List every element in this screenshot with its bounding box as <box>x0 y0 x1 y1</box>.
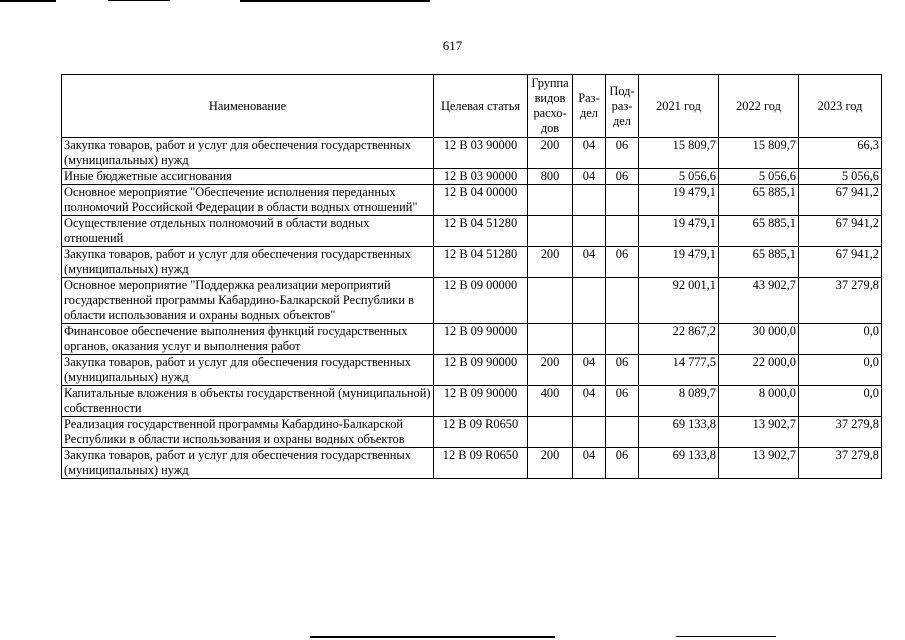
cell-subsection <box>606 324 639 355</box>
cell-target: 12 В 04 51280 <box>434 247 528 278</box>
cell-group <box>528 185 573 216</box>
cell-section <box>573 216 606 247</box>
table-row <box>62 355 882 386</box>
cell-2023: 67 941,2 <box>799 185 882 216</box>
page-number: 617 <box>442 38 463 53</box>
cell-2022: 65 885,1 <box>719 247 799 278</box>
cell-section: 04 <box>573 169 606 185</box>
cell-2022: 43 902,7 <box>719 278 799 324</box>
cell-subsection: 06 <box>606 448 639 479</box>
cell-section <box>573 278 606 324</box>
cell-2023: 37 279,8 <box>799 417 882 448</box>
cell-subsection <box>606 417 639 448</box>
cell-section: 04 <box>573 247 606 278</box>
cell-2023: 0,0 <box>799 386 882 417</box>
budget-table <box>61 74 882 479</box>
cell-2023: 66,3 <box>799 138 882 169</box>
cell-2021: 15 809,7 <box>639 138 719 169</box>
cell-2023: 5 056,6 <box>799 169 882 185</box>
cell-2023: 0,0 <box>799 324 882 355</box>
table-header <box>62 75 882 138</box>
cell-2023: 67 941,2 <box>799 216 882 247</box>
cell-group <box>528 324 573 355</box>
cell-subsection <box>606 278 639 324</box>
header-section: Раз-дел <box>573 75 606 138</box>
scan-line-top-3 <box>240 0 430 2</box>
header-name: Наименование <box>62 75 434 138</box>
header-target: Целевая статья <box>434 75 528 138</box>
scan-line-bottom-1 <box>310 636 555 638</box>
cell-section: 04 <box>573 386 606 417</box>
cell-name: Закупка товаров, работ и услуг для обеспечения государственных (муниципальных) нужд <box>62 247 434 278</box>
cell-group <box>528 417 573 448</box>
header-2022: 2022 год <box>719 75 799 138</box>
cell-2023: 37 279,8 <box>799 278 882 324</box>
cell-name: Осуществление отдельных полномочий в области водных отношений <box>62 216 434 247</box>
table-row <box>62 324 882 355</box>
cell-target: 12 В 04 51280 <box>434 216 528 247</box>
scan-line-top-2 <box>108 0 170 1</box>
cell-subsection <box>606 216 639 247</box>
table-row <box>62 386 882 417</box>
cell-2021: 19 479,1 <box>639 247 719 278</box>
cell-section: 04 <box>573 448 606 479</box>
cell-2021: 22 867,2 <box>639 324 719 355</box>
cell-target: 12 В 04 00000 <box>434 185 528 216</box>
cell-2023: 0,0 <box>799 355 882 386</box>
cell-group: 200 <box>528 138 573 169</box>
cell-target: 12 В 09 90000 <box>434 355 528 386</box>
cell-target: 12 В 03 90000 <box>434 169 528 185</box>
cell-name: Реализация государственной программы Кабардино-Балкарской Республики в области использования и охраны водных объектов <box>62 417 434 448</box>
cell-subsection: 06 <box>606 386 639 417</box>
cell-subsection <box>606 185 639 216</box>
cell-name: Закупка товаров, работ и услуг для обеспечения государственных (муниципальных) нужд <box>62 448 434 479</box>
cell-name: Закупка товаров, работ и услуг для обеспечения государственных (муниципальных) нужд <box>62 138 434 169</box>
scan-line-bottom-2 <box>676 636 776 637</box>
cell-name: Закупка товаров, работ и услуг для обеспечения государственных (муниципальных) нужд <box>62 355 434 386</box>
cell-target: 12 В 09 00000 <box>434 278 528 324</box>
cell-name: Капитальные вложения в объекты государственной (муниципальной) собственности <box>62 386 434 417</box>
cell-2021: 69 133,8 <box>639 448 719 479</box>
cell-target: 12 В 09 90000 <box>434 386 528 417</box>
table-row <box>62 216 882 247</box>
cell-target: 12 В 03 90000 <box>434 138 528 169</box>
table-row <box>62 278 882 324</box>
cell-target: 12 В 09 90000 <box>434 324 528 355</box>
cell-2023: 67 941,2 <box>799 247 882 278</box>
header-group: Группа видов расхо-дов <box>528 75 573 138</box>
cell-2022: 5 056,6 <box>719 169 799 185</box>
scan-line-top-1 <box>0 0 56 2</box>
cell-2022: 22 000,0 <box>719 355 799 386</box>
cell-group: 200 <box>528 448 573 479</box>
cell-2021: 8 089,7 <box>639 386 719 417</box>
cell-name: Основное мероприятие "Обеспечение исполнения переданных полномочий Российской Федерации в области водных отношений" <box>62 185 434 216</box>
cell-group <box>528 278 573 324</box>
cell-group: 200 <box>528 247 573 278</box>
cell-name: Финансовое обеспечение выполнения функций государственных органов, оказания услуг и выполнения работ <box>62 324 434 355</box>
table-row <box>62 247 882 278</box>
cell-2022: 65 885,1 <box>719 216 799 247</box>
table-row <box>62 185 882 216</box>
cell-section <box>573 324 606 355</box>
cell-2021: 92 001,1 <box>639 278 719 324</box>
cell-subsection: 06 <box>606 169 639 185</box>
table-row <box>62 138 882 169</box>
header-row <box>62 75 882 138</box>
cell-section <box>573 185 606 216</box>
cell-subsection: 06 <box>606 247 639 278</box>
header-subsection: Под-раз-дел <box>606 75 639 138</box>
cell-group: 200 <box>528 355 573 386</box>
cell-2022: 13 902,7 <box>719 448 799 479</box>
cell-subsection: 06 <box>606 355 639 386</box>
cell-2022: 30 000,0 <box>719 324 799 355</box>
table-row <box>62 417 882 448</box>
cell-section: 04 <box>573 355 606 386</box>
cell-section: 04 <box>573 138 606 169</box>
cell-name: Основное мероприятие "Поддержка реализации мероприятий государственной программы Кабардино-Балкарской Республики в области использования и охраны водных объектов" <box>62 278 434 324</box>
cell-2021: 69 133,8 <box>639 417 719 448</box>
cell-target: 12 В 09 R0650 <box>434 448 528 479</box>
cell-2021: 19 479,1 <box>639 216 719 247</box>
cell-2021: 19 479,1 <box>639 185 719 216</box>
cell-2022: 8 000,0 <box>719 386 799 417</box>
cell-name: Иные бюджетные ассигнования <box>62 169 434 185</box>
cell-2023: 37 279,8 <box>799 448 882 479</box>
cell-group <box>528 216 573 247</box>
header-2023: 2023 год <box>799 75 882 138</box>
cell-group: 800 <box>528 169 573 185</box>
cell-target: 12 В 09 R0650 <box>434 417 528 448</box>
cell-2021: 5 056,6 <box>639 169 719 185</box>
cell-section <box>573 417 606 448</box>
header-2021: 2021 год <box>639 75 719 138</box>
cell-2022: 13 902,7 <box>719 417 799 448</box>
cell-group: 400 <box>528 386 573 417</box>
table-body <box>62 138 882 479</box>
table-row <box>62 169 882 185</box>
cell-2022: 15 809,7 <box>719 138 799 169</box>
cell-2022: 65 885,1 <box>719 185 799 216</box>
table-row <box>62 448 882 479</box>
cell-2021: 14 777,5 <box>639 355 719 386</box>
cell-subsection: 06 <box>606 138 639 169</box>
